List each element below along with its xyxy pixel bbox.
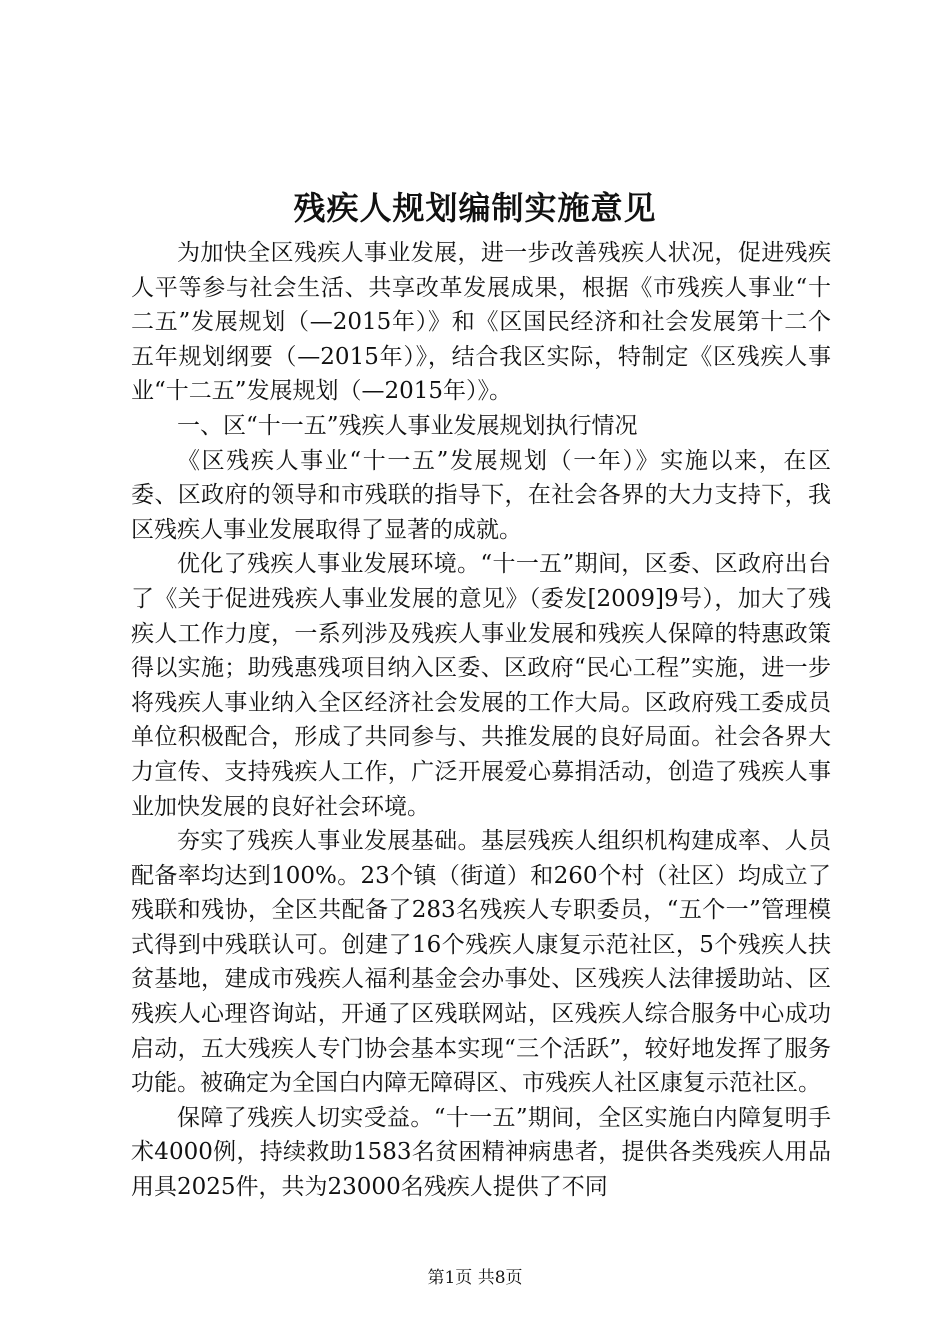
paragraph-intro: 为加快全区残疾人事业发展，进一步改善残疾人状况，促进残疾人平等参与社会生活、共享改革发展成果，根据《市残疾人事业“十二五”发展规划（—2015年）》和《区国民经济和社会发展第十二个五年规划纲要（—2015年）》，结合我区实际，特制定《区残疾人事业“十二五”发展规划（—2015年）》。: [131, 240, 831, 405]
paragraph-environment: 优化了残疾人事业发展环境。“十一五”期间，区委、区政府出台了《关于促进残疾人事业发展的意见》（委发[2009]9号），加大了残疾人工作力度，一系列涉及残疾人事业发展和残疾人保障的特惠政策得以实施；助残惠残项目纳入区委、区政府“民心工程”实施，进一步将残疾人事业纳入全区经济社会发展的工作大局。区政府残工委成员单位积极配合，形成了共同参与、共推发展的良好局面。社会各界大力宣传、支持残疾人工作，广泛开展爱心募捐活动，创造了残疾人事业加快发展的良好社会环境。: [131, 551, 831, 820]
section-heading: 一、区“十一五”残疾人事业发展规划执行情况: [177, 412, 638, 439]
paragraph-overview: 《区残疾人事业“十一五”发展规划（一年）》实施以来，在区委、区政府的领导和市残联的指导下，在社会各界的大力支持下，我区残疾人事业发展取得了显著的成就。: [131, 447, 831, 543]
page-footer: 第1页 共8页: [427, 1268, 523, 1288]
paragraph-foundation: 夯实了残疾人事业发展基础。基层残疾人组织机构建成率、人员配备率均达到100%。23个镇（街道）和260个村（社区）均成立了残联和残协，全区共配备了283名残疾人专职委员，“五个一”管理模式得到中残联认可。创建了16个残疾人康复示范社区，5个残疾人扶贫基地，建成市残疾人福利基金会办事处、区残疾人法律援助站、区残疾人心理咨询站，开通了区残联网站，区残疾人综合服务中心成功启动，五大残疾人专门协会基本实现“三个活跃”，较好地发挥了服务功能。被确定为全国白内障无障碍区、市残疾人社区康复示范社区。: [131, 828, 831, 1097]
document-title: 残疾人规划编制实施意见: [293, 189, 657, 227]
paragraph-benefits: 保障了残疾人切实受益。“十一五”期间，全区实施白内障复明手术4000例，持续救助1583名贫困精神病患者，提供各类残疾人用品用具2025件，共为23000名残疾人提供了不同: [131, 1104, 831, 1201]
document-body: [131, 236, 831, 1205]
